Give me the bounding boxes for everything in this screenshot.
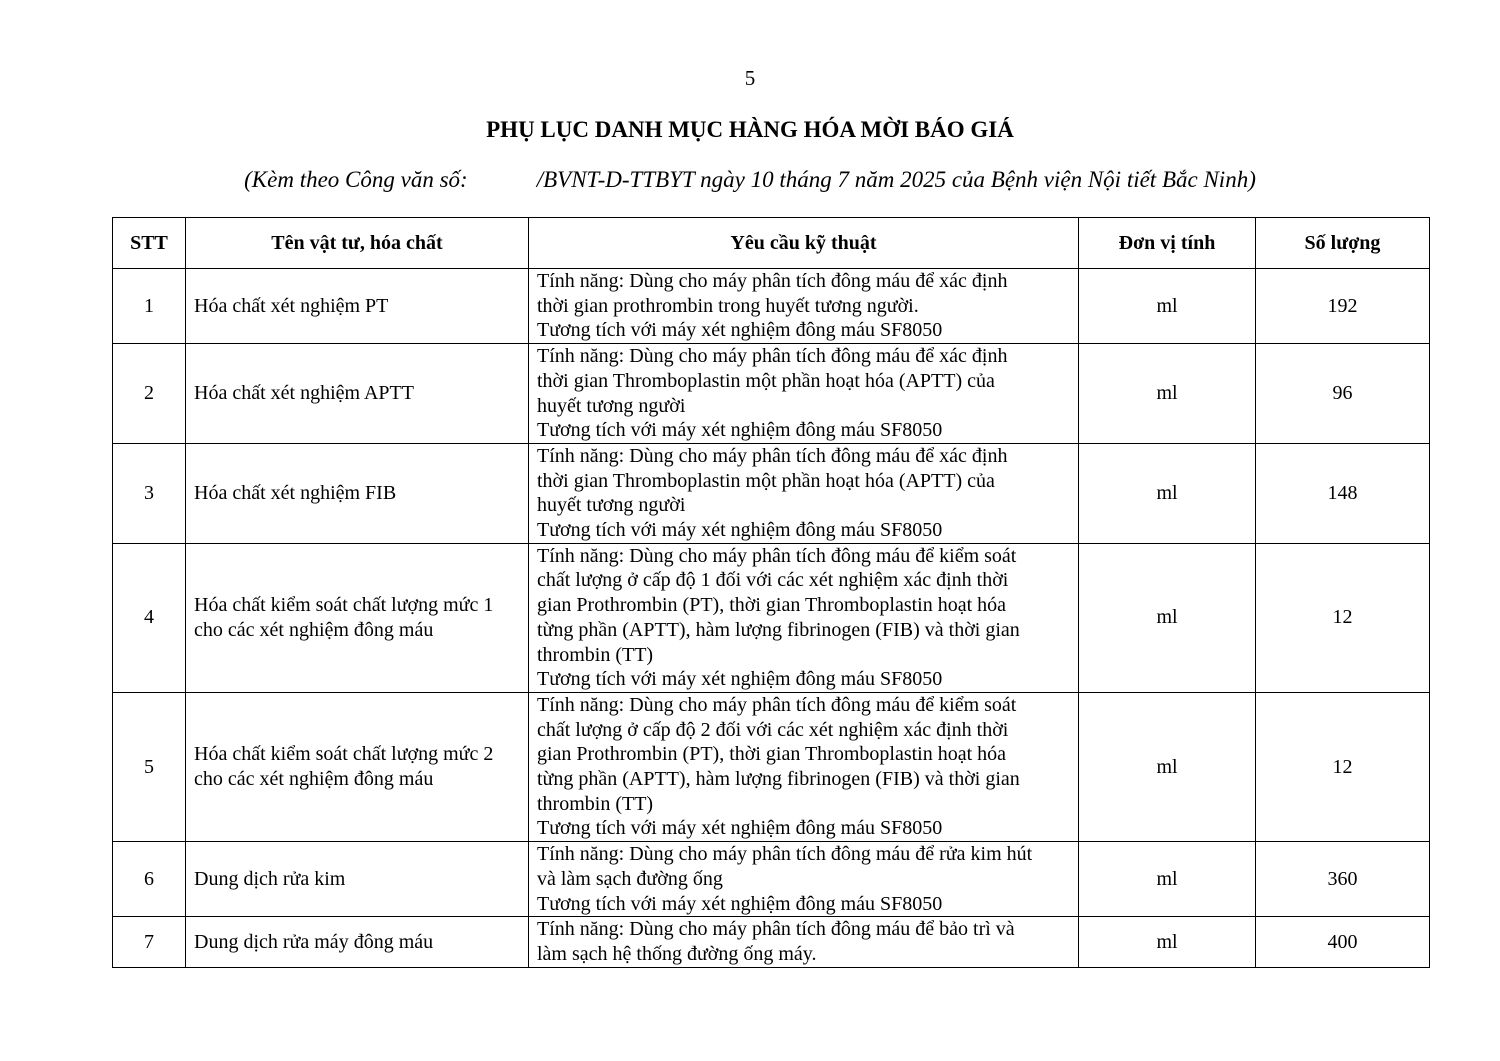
spec-line: Tương tích với máy xét nghiệm đông máu SF8050 — [537, 817, 943, 840]
cell-qty: 12 — [1256, 692, 1430, 841]
cell-qty: 96 — [1256, 344, 1430, 444]
spec-line: thời gian Thromboplastin một phần hoạt hóa (APTT) của — [537, 469, 995, 492]
cell-qty: 192 — [1256, 269, 1430, 344]
cell-spec — [529, 842, 1079, 917]
cell-stt: 3 — [113, 443, 186, 543]
table-row — [113, 344, 1430, 444]
spec-line: Tương tích với máy xét nghiệm đông máu SF8050 — [537, 319, 943, 342]
spec-line: Tương tích với máy xét nghiệm đông máu SF8050 — [537, 519, 943, 542]
cell-stt: 4 — [113, 543, 186, 692]
table-body — [113, 269, 1430, 968]
spec-line: thời gian prothrombin trong huyết tương người. — [537, 294, 919, 317]
cell-stt: 6 — [113, 842, 186, 917]
header-stt: STT — [113, 218, 186, 269]
header-name: Tên vật tư, hóa chất — [186, 218, 529, 269]
spec-line: huyết tương người — [537, 394, 686, 417]
spec-line: Tính năng: Dùng cho máy phân tích đông máu để xác định — [537, 270, 1008, 292]
cell-unit: ml — [1079, 543, 1256, 692]
cell-name: Dung dịch rửa kim — [186, 842, 529, 917]
cell-name: Hóa chất kiểm soát chất lượng mức 2 cho các xét nghiệm đông máu — [186, 692, 529, 841]
spec-line: làm sạch hệ thống đường ống máy. — [537, 942, 817, 965]
cell-stt: 1 — [113, 269, 186, 344]
cell-name: Dung dịch rửa máy đông máu — [186, 917, 529, 967]
goods-table — [112, 217, 1430, 968]
page-number: 5 — [744, 66, 756, 90]
cell-qty: 12 — [1256, 543, 1430, 692]
cell-qty: 400 — [1256, 917, 1430, 967]
table-row — [113, 692, 1430, 841]
table-row — [113, 269, 1430, 344]
cell-name: Hóa chất xét nghiệm APTT — [186, 344, 529, 444]
cell-unit: ml — [1079, 344, 1256, 444]
document-title: PHỤ LỤC DANH MỤC HÀNG HÓA MỜI BÁO GIÁ — [486, 117, 1014, 142]
header-unit: Đơn vị tính — [1079, 218, 1256, 269]
cell-unit: ml — [1079, 917, 1256, 967]
cell-spec — [529, 443, 1079, 543]
spec-line: gian Prothrombin (PT), thời gian Thromboplastin hoạt hóa — [537, 594, 1007, 617]
document-subtitle: (Kèm theo Công văn số: /BVNT-D-TTBYT ngày 10 tháng 7 năm 2025 của Bệnh viện Nội tiết Bắc Ninh) — [244, 167, 1256, 192]
spec-line: Tính năng: Dùng cho máy phân tích đông máu để xác định — [537, 444, 1008, 467]
cell-unit: ml — [1079, 443, 1256, 543]
spec-line: Tính năng: Dùng cho máy phân tích đông máu để kiểm soát — [537, 544, 1017, 567]
spec-line: Tương tích với máy xét nghiệm đông máu SF8050 — [537, 668, 943, 691]
cell-stt: 2 — [113, 344, 186, 444]
cell-unit: ml — [1079, 842, 1256, 917]
cell-name: Hóa chất xét nghiệm PT — [186, 269, 529, 344]
cell-stt: 7 — [113, 917, 186, 967]
spec-line: chất lượng ở cấp độ 2 đối với các xét nghiệm xác định thời — [537, 718, 1009, 741]
spec-line: gian Prothrombin (PT), thời gian Thromboplastin hoạt hóa — [537, 743, 1007, 766]
cell-name: Hóa chất xét nghiệm FIB — [186, 443, 529, 543]
spec-line: Tính năng: Dùng cho máy phân tích đông máu để kiểm soát — [537, 693, 1017, 716]
cell-qty: 148 — [1256, 443, 1430, 543]
cell-spec — [529, 692, 1079, 841]
table-header-row — [113, 218, 1430, 269]
cell-qty: 360 — [1256, 842, 1430, 917]
cell-spec — [529, 543, 1079, 692]
table-row — [113, 543, 1430, 692]
spec-line: Tương tích với máy xét nghiệm đông máu SF8050 — [537, 419, 943, 442]
cell-spec — [529, 917, 1079, 967]
spec-line: và làm sạch đường ống — [537, 867, 723, 890]
spec-line: huyết tương người — [537, 494, 686, 517]
spec-line: Tương tích với máy xét nghiệm đông máu SF8050 — [537, 892, 943, 915]
spec-line: Tính năng: Dùng cho máy phân tích đông máu để xác định — [537, 345, 1008, 368]
cell-spec — [529, 269, 1079, 344]
cell-unit: ml — [1079, 269, 1256, 344]
spec-line: Tính năng: Dùng cho máy phân tích đông máu để rửa kim hút — [537, 843, 1033, 866]
spec-line: thrombin (TT) — [537, 792, 654, 815]
table-row — [113, 842, 1430, 917]
spec-line: từng phần (APTT), hàm lượng fibrinogen (FIB) và thời gian — [537, 618, 1020, 641]
table-row — [113, 443, 1430, 543]
cell-name: Hóa chất kiểm soát chất lượng mức 1 cho các xét nghiệm đông máu — [186, 543, 529, 692]
spec-line: Tính năng: Dùng cho máy phân tích đông máu để bảo trì và — [537, 918, 1015, 941]
header-qty: Số lượng — [1256, 218, 1430, 269]
spec-line: thrombin (TT) — [537, 643, 654, 666]
spec-line: chất lượng ở cấp độ 1 đối với các xét nghiệm xác định thời — [537, 569, 1009, 592]
header-spec: Yêu cầu kỹ thuật — [529, 218, 1079, 269]
cell-spec — [529, 344, 1079, 444]
table-row — [113, 917, 1430, 967]
cell-stt: 5 — [113, 692, 186, 841]
cell-unit: ml — [1079, 692, 1256, 841]
spec-line: thời gian Thromboplastin một phần hoạt hóa (APTT) của — [537, 369, 995, 392]
spec-line: từng phần (APTT), hàm lượng fibrinogen (FIB) và thời gian — [537, 768, 1020, 791]
